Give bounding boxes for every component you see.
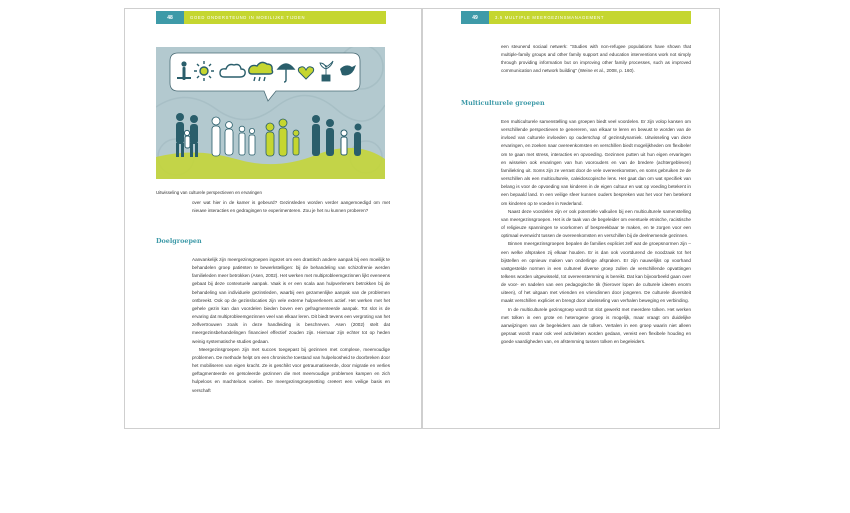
left-page bbox=[124, 8, 422, 429]
figure-caption: Uitwisseling van culturele perspectieven en ervaringen bbox=[156, 190, 262, 195]
right-body-text bbox=[501, 118, 691, 346]
body-paragraph: Aanvankelijk zijn meergezinsgroepen ingezet om een drastisch andere aanpak bij een moeilijk te behandelen groep patiënten te bewerkstelligen: bij de behandeling van schizofrenie werden familieleden meer betrokken (Asen, 2002). Het werken met multiprobleemgezinnen lijkt eveneens gebaat bij deze contextuele aanpak. Vaak is er een scala aan hulpverleners betrokken bij de behandeling van individuele gezinsleden, waarbij een gezamenlijke aanpak van de problemen ontbreekt. Ook op de gezinslocaties zijn vele externe hulpverleners actief. Het werken met het gehele gezin kan dan voordelen bieden boven een gefragmenteerde aanpak. Tot slot is de ervaring dat multiprobleemgezinnen veel van elkaar leren. Dit biedt tevens een vergroting van het zelfvertrouwen zoals in deze handleiding is beschreven. Asen (2002) stelt dat meergezinsbehandelingen financieel effectief zouden zijn. Hiernaar zijn echter tot op heden weinig systematische studies gedaan. bbox=[192, 257, 390, 344]
right-page-number: 49 bbox=[461, 11, 489, 24]
left-body-text bbox=[192, 256, 390, 395]
left-intro-paragraph: over wat hier in de kamer is gebeurd? Gezinsleden worden verder aangemoedigd om met nieuwe interacties en gedragingen te experimenteren. Zou je het nu kunnen proberen? bbox=[192, 200, 390, 214]
body-paragraph: In de multiculturele gezinsgroep wordt tot slot gewerkt met meerdere tolken. Het werken met tolken in een grote en heterogene groep is mogelijk, maar vraagt om duidelijke aanwijzingen van de begeleiders aan de tolken. Vertalen in een groep waarin niet alleen gepraat wordt maar ook veel activiteiten worden gedaan, vereist een flexibele houding en goede vaardigheden van, en afstemming tussen tolken en begeleiders. bbox=[501, 306, 691, 345]
left-running-title: GOED ONDERSTEUND IN MOEILIJKE TIJDEN bbox=[190, 15, 306, 20]
illustration-artwork bbox=[156, 47, 385, 179]
body-paragraph: Meergezinsgroepen zijn met succes toegepast bij gezinnen met complexe, meervoudige problemen. De methode helpt om een chronische toestand van hulpeloosheid te doorbreken door het mobiliseren van eigen kracht. Ze is geschikt voor getraumatiseerde, door migratie en verlies geftagmenteerde en geïsoleerde gezinnen die met meervoudige problemen kampen en zich hulpeloos en machteloos voelen. De meergezinsgroepsetting creëert een veilige basis en verschaft bbox=[192, 346, 390, 393]
left-intro-text bbox=[192, 199, 390, 215]
right-page bbox=[422, 8, 720, 429]
right-intro-text bbox=[501, 43, 691, 76]
right-intro-paragraph: een steunend sociaal netwerk: "Studies with non-refugee populations have shown that multiple-family groups and other family support and education interventions work not simply through providing information but on improving other family processes, such as improved communication and network building" (Weine et al., 2008, p. 160). bbox=[501, 44, 691, 74]
illustration bbox=[156, 47, 385, 179]
right-running-header bbox=[461, 11, 691, 24]
left-running-header bbox=[156, 11, 386, 24]
left-section-heading: Doelgroepen bbox=[156, 237, 202, 245]
sun-icon bbox=[194, 61, 214, 81]
body-paragraph: Een multiculturele samenstelling van groepen biedt veel voordelen. Er zijn volop kansen om verschillende perspectieven te genereren, van elkaar te leren en bewust te worden van de invloed van culturele invloeden op ouderschap of gezinsdynamiek. Uitwisseling van deze ervaringen, en zoeken naar overeenkomsten en verschillen biedt mogelijkheden om flexibeler om te gaan met stress, interacties en opvoeding. Gezinnen putten uit hun eigen ervaringen en wisselen ook ervaringen van hun voorouders en van de bredere (achtergebleven) familiekring uit. Soms zijn ze verrast door de vele overeenkomsten, en soms gebruiken ze de verschillen als een multiculturele, caleidoscopische lens. Het gaat dan om wat specifiek van belang is voor de opvoeding van kinderen in de eigen cultuur en wat op voeding betekent in een bepaald land. In een veilige sfeer kunnen ouders bespreken wat het voor hen betekent om kinderen op te voeden in Nederland. bbox=[501, 119, 691, 206]
left-page-number: 48 bbox=[156, 11, 184, 24]
body-paragraph: Binnen meergezinsgroepen bepalen de families expliciet zelf wat de groepsnormen zijn – een welke afspraken zij elkaar houden. Er is dan ook voortdurend de noodzaak tot het bijstellen en opnieuw maken van onderlinge afspraken. Er zijn nauwelijks op voorhand vastgestelde normen in een cultureel diverse groep zullen de verschillende opvattingen telkens worden uitgewisseld, tot overeenstemming is bereikt. Dat kan bijvoorbeeld gaan over de voor- en nadelen van een pedagogische tik (hierover lopen de culturele ideeën enorm uiteen), of het uitgaan met vrienden en vriendinnen door jongeren. De culturele diversiteit maakt verschillen expliciet en brengt door uitwisseling van verhalen beweging en verbinding. bbox=[501, 241, 691, 304]
right-running-title: 3.5 MULTIPLE MEERGEZINSMANAGEMENT bbox=[495, 15, 605, 20]
body-paragraph: Naast deze voordelen zijn er ook potentiële valkuilen bij een multiculturele samenstelling van meergezinsgroepen. Het is de taak van de begeleider om eventuele etnische, racistische of religieuze spanningen te voorkomen of bespreekbaar te maken, en te zorgen voor een optimaal evenwicht tussen de overeenkomsten en verschillen bij de deelnemende gezinnen. bbox=[501, 208, 691, 239]
right-section-heading: Multiculturele groepen bbox=[461, 99, 545, 107]
